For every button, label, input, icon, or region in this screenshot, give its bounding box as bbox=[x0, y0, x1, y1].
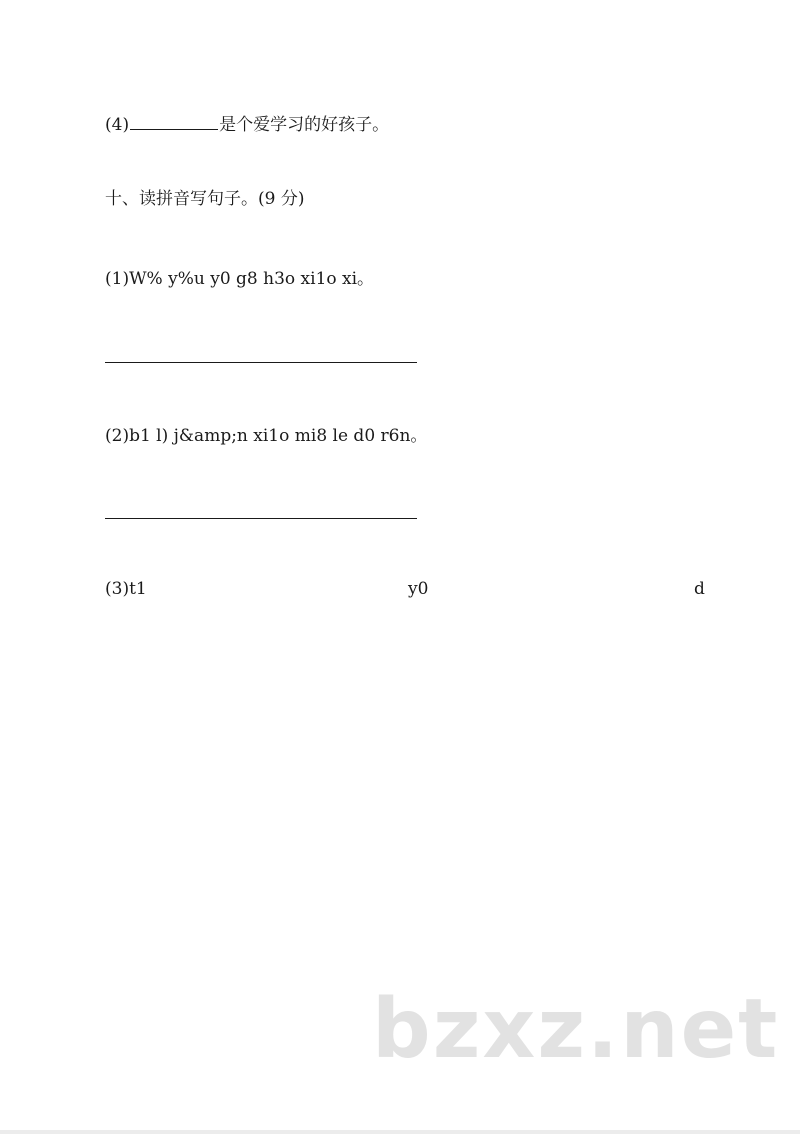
page-bottom-border bbox=[0, 1130, 800, 1134]
section-heading: 十、读拼音写句子。(9 分) bbox=[105, 189, 305, 209]
fill-in-blank[interactable] bbox=[130, 115, 218, 130]
watermark-logo: bzxz.net bbox=[372, 982, 780, 1077]
question-2-pinyin: (2)b1 l) j&amp;n xi1o mi8 le d0 r6n。 bbox=[105, 426, 428, 446]
item-4-number: (4) bbox=[105, 115, 130, 135]
answer-line-1[interactable] bbox=[105, 362, 417, 363]
question-3-pinyin-part-1: (3)t1 bbox=[105, 579, 147, 599]
question-3-pinyin-part-2: y0 bbox=[408, 579, 429, 599]
item-4-text: 是个爱学习的好孩子。 bbox=[219, 115, 390, 135]
question-3-pinyin-part-3: d bbox=[694, 579, 705, 599]
answer-line-2[interactable] bbox=[105, 518, 417, 519]
question-1-pinyin: (1)W% y%u y0 g8 h3o xi1o xi。 bbox=[105, 269, 375, 289]
item-4 bbox=[105, 114, 389, 136]
